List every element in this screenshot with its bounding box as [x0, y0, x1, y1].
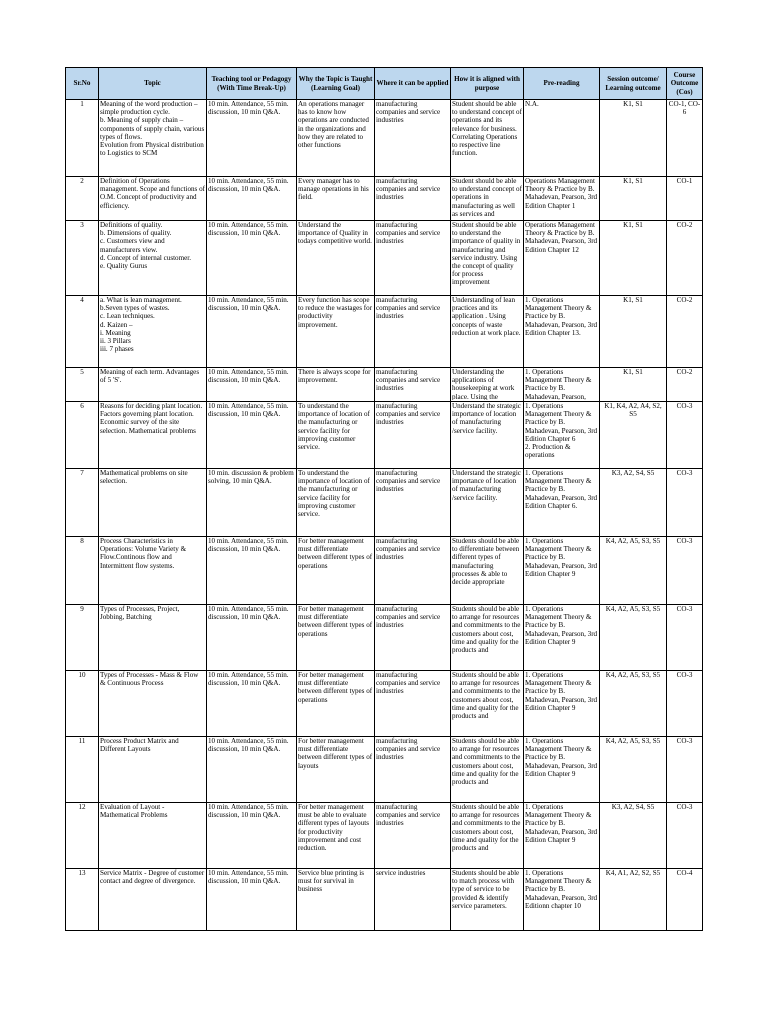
- alignment-cell: [451, 737, 524, 803]
- teaching-tool-cell-text: 10 min. Attendance, 55 min. discussion, 10 min Q&A.: [208, 368, 289, 385]
- sr-no-cell: [66, 869, 99, 931]
- pre-reading-cell: [524, 605, 600, 671]
- application-cell: [375, 177, 451, 221]
- course-outcome-cell: [667, 605, 703, 671]
- alignment-cell: [451, 177, 524, 221]
- teaching-tool-cell: [207, 469, 297, 537]
- course-outcome-cell: [667, 296, 703, 368]
- pre-reading-cell: [524, 368, 600, 402]
- teaching-tool-cell: [207, 737, 297, 803]
- teaching-tool-cell-text: 10 min. Attendance, 55 min. discussion, 10 min Q&A.: [208, 671, 289, 688]
- session-outcome-cell-text: K1, S1: [623, 368, 643, 376]
- course-outcome-cell-text: CO-3: [676, 737, 693, 745]
- application-cell: [375, 221, 451, 296]
- learning-goal-cell-text: For better management must differentiate between different types of operations: [298, 605, 373, 638]
- sr-no-cell-text: 2: [80, 177, 84, 185]
- learning-goal-cell: [297, 402, 375, 469]
- learning-goal-cell: [297, 368, 375, 402]
- sr-no-cell-text: 3: [80, 221, 84, 229]
- topic-cell-text: Service Matrix - Degree of customer contact and degree of divergence.: [100, 869, 205, 886]
- alignment-cell: [451, 803, 524, 869]
- alignment-cell-text: Student should be able to understand concept of operations in manufacturing as well as services and: [452, 177, 522, 218]
- session-outcome-cell-text: K4, A2, A5, S3, S5: [605, 671, 661, 679]
- sr-no-cell-text: 6: [80, 402, 84, 410]
- header-how-aligned: How it is aligned with purpose: [451, 68, 524, 100]
- topic-cell: [99, 737, 207, 803]
- pre-reading-cell-text: 1. Operations Management Theory & Practice by B. Mahadevan, Pearson, 3rd Edition Chapter 9: [525, 537, 598, 578]
- teaching-tool-cell: [207, 402, 297, 469]
- sr-no-cell: [66, 605, 99, 671]
- topic-cell: [99, 605, 207, 671]
- course-outcome-cell-text: CO-3: [676, 402, 693, 410]
- application-cell: [375, 100, 451, 177]
- course-outcome-cell-text: CO-1, CO- 6: [668, 100, 701, 117]
- sr-no-cell: [66, 469, 99, 537]
- alignment-cell: [451, 469, 524, 537]
- alignment-cell: [451, 671, 524, 737]
- topic-cell-text: Process Characteristics in Operations: Volume Variety & Flow.Continous flow and Intermittent flow systems.: [100, 537, 187, 570]
- session-outcome-cell-text: K3, A2, S4, S5: [611, 469, 655, 477]
- table-row: [66, 537, 703, 605]
- teaching-tool-cell-text: 10 min. Attendance, 55 min. discussion, 10 min Q&A.: [208, 803, 289, 820]
- application-cell-text: manufacturing companies and service industries: [376, 296, 441, 321]
- session-outcome-cell: [600, 402, 667, 469]
- session-outcome-cell: [600, 869, 667, 931]
- learning-goal-cell-text: For better management must be able to evaluate different types of layouts for productivity improvement and cost reduction.: [298, 803, 369, 853]
- pre-reading-cell-text: 1. Operations Management Theory & Practice by B. Mahadevan, Pearson, 3rd Edition Chapter 9: [525, 803, 598, 844]
- teaching-tool-cell-text: 10 min. Attendance, 55 min. discussion, 10 min Q&A.: [208, 402, 289, 419]
- table-row: [66, 177, 703, 221]
- alignment-cell: [451, 368, 524, 402]
- application-cell: [375, 869, 451, 931]
- alignment-cell-text: Students should be able to match process with type of service to be provided & identify service parameters.: [452, 869, 520, 910]
- session-outcome-cell: [600, 737, 667, 803]
- application-cell: [375, 605, 451, 671]
- sr-no-cell: [66, 402, 99, 469]
- sr-no-cell-text: 8: [80, 537, 84, 545]
- topic-cell-text: Meaning of each term. Advantages of 5 'S'.: [100, 368, 200, 385]
- teaching-tool-cell: [207, 605, 297, 671]
- application-cell-text: manufacturing companies and service industries: [376, 671, 441, 696]
- application-cell-text: manufacturing companies and service industries: [376, 469, 441, 494]
- course-outcome-cell-text: CO-2: [676, 368, 693, 376]
- teaching-tool-cell: [207, 368, 297, 402]
- session-outcome-cell: [600, 221, 667, 296]
- teaching-tool-cell: [207, 296, 297, 368]
- session-outcome-cell-text: K4, A2, A5, S3, S5: [605, 737, 661, 745]
- header-teaching-tool: Teaching tool or Pedagogy (With Time Break-Up): [207, 68, 297, 100]
- learning-goal-cell-text: For better management must differentiate between different types of layouts: [298, 737, 373, 770]
- alignment-cell-text: Understanding the applications of housekeeping at work place. Using the: [452, 368, 515, 400]
- pre-reading-cell: [524, 221, 600, 296]
- table-row: [66, 869, 703, 931]
- session-outcome-cell-text: K1, S1: [623, 221, 643, 229]
- course-outcome-cell-text: CO-3: [676, 537, 693, 545]
- pre-reading-cell: [524, 402, 600, 469]
- learning-goal-cell-text: For better management must differentiate between different types of operations: [298, 537, 373, 570]
- session-outcome-cell-text: K1, S1: [623, 296, 643, 304]
- teaching-tool-cell-text: 10 min. Attendance, 55 min. discussion, 10 min Q&A.: [208, 605, 289, 622]
- table-row: [66, 737, 703, 803]
- sr-no-cell: [66, 537, 99, 605]
- topic-cell-text: Types of Processes, Project, Jobbing, Batching: [100, 605, 180, 622]
- pre-reading-cell-text: N.A.: [525, 100, 539, 108]
- sr-no-cell: [66, 671, 99, 737]
- sr-no-cell-text: 4: [80, 296, 84, 304]
- topic-cell: [99, 671, 207, 737]
- application-cell-text: service industries: [376, 869, 426, 877]
- course-outcome-cell: [667, 737, 703, 803]
- pre-reading-cell-text: Operations Management Theory & Practice by B. Mahadevan, Pearson, 3rd Edition Chapter 12: [525, 221, 598, 254]
- sr-no-cell: [66, 368, 99, 402]
- course-outcome-cell: [667, 537, 703, 605]
- table-row: [66, 402, 703, 469]
- course-outcome-cell: [667, 221, 703, 296]
- course-outcome-cell-text: CO-2: [676, 221, 693, 229]
- application-cell-text: manufacturing companies and service industries: [376, 737, 441, 762]
- learning-goal-cell-text: To understand the importance of location of the manufacturing or service facility for improving customer service.: [298, 402, 370, 452]
- learning-goal-cell-text: For better management must differentiate between different types of operations: [298, 671, 373, 704]
- course-outcome-cell: [667, 869, 703, 931]
- alignment-cell: [451, 221, 524, 296]
- application-cell-text: manufacturing companies and service industries: [376, 803, 441, 828]
- application-cell-text: manufacturing companies and service industries: [376, 605, 441, 630]
- pre-reading-cell-text: 1. Operations Management Theory & Practice by B. Mahadevan, Pearson, 3rd Edition Chapter 6 2. Production & operations: [525, 402, 598, 460]
- learning-goal-cell: [297, 869, 375, 931]
- pre-reading-cell-text: 1. Operations Management Theory & Practice by B. Mahadevan, Pearson,: [525, 368, 592, 400]
- sr-no-cell: [66, 177, 99, 221]
- topic-cell: [99, 100, 207, 177]
- topic-cell-text: Definition of Operations management. Scope and functions of O.M. Concept of productivity and efficiency.: [100, 177, 205, 210]
- pre-reading-cell-text: 1. Operations Management Theory & Practice by B. Mahadevan, Pearson, 3rd Edition Chapter 9: [525, 605, 598, 646]
- alignment-cell: [451, 402, 524, 469]
- sr-no-cell: [66, 296, 99, 368]
- application-cell: [375, 402, 451, 469]
- table-row: [66, 221, 703, 296]
- sr-no-cell-text: 11: [78, 737, 86, 745]
- header-topic: Topic: [99, 68, 207, 100]
- application-cell: [375, 803, 451, 869]
- topic-cell: [99, 803, 207, 869]
- topic-cell-text: Process Product Matrix and Different Layouts: [100, 737, 179, 754]
- teaching-tool-cell: [207, 221, 297, 296]
- topic-cell: [99, 368, 207, 402]
- application-cell-text: manufacturing companies and service industries: [376, 368, 441, 393]
- topic-cell: [99, 402, 207, 469]
- header-pre-reading: Pre-reading: [524, 68, 600, 100]
- alignment-cell: [451, 296, 524, 368]
- topic-cell: [99, 537, 207, 605]
- topic-cell: [99, 221, 207, 296]
- session-outcome-cell-text: K3, A2, S4, S5: [611, 803, 655, 811]
- application-cell-text: manufacturing companies and service industries: [376, 402, 441, 427]
- course-outcome-cell: [667, 402, 703, 469]
- session-outcome-cell-text: K4, A2, A5, S3, S5: [605, 537, 661, 545]
- application-cell: [375, 537, 451, 605]
- alignment-cell-text: Understanding of lean practices and its application . Using concepts of waste reduction at work place.: [452, 296, 521, 337]
- teaching-tool-cell-text: 10 min. Attendance, 55 min. discussion, 10 min Q&A.: [208, 221, 289, 238]
- pre-reading-cell: [524, 671, 600, 737]
- learning-goal-cell: [297, 605, 375, 671]
- header-sr-no: Sr.No: [66, 68, 99, 100]
- course-outcome-cell: [667, 469, 703, 537]
- application-cell-text: manufacturing companies and service industries: [376, 537, 441, 562]
- table-row: [66, 469, 703, 537]
- header-where-applied: Where it can be applied: [375, 68, 451, 100]
- session-outcome-cell: [600, 605, 667, 671]
- sr-no-cell-text: 13: [78, 869, 86, 877]
- topic-cell: [99, 296, 207, 368]
- alignment-cell-text: Students should be able to arrange for resources and commitments to the customers about cost, time and quality for the products and: [452, 671, 521, 721]
- alignment-cell-text: Student should be able to understand the importance of quality in manufacturing and service industry. Using the concept of quality for process improvement: [452, 221, 521, 287]
- teaching-tool-cell-text: 10 min. Attendance, 55 min. discussion, 10 min Q&A.: [208, 737, 289, 754]
- session-outcome-cell: [600, 368, 667, 402]
- alignment-cell-text: Students should be able to differentiate between different types of manufacturing processes & able to decide appropriate: [452, 537, 520, 587]
- pre-reading-cell: [524, 177, 600, 221]
- alignment-cell-text: Students should be able to arrange for resources and commitments to the customers about cost, time and quality for the products and: [452, 737, 521, 787]
- teaching-tool-cell-text: 10 min. Attendance, 55 min. discussion, 10 min Q&A.: [208, 869, 289, 886]
- teaching-tool-cell: [207, 177, 297, 221]
- alignment-cell-text: Student should be able to understand concept of operations and its relevance for business. Correlating Operations to respective line function.: [452, 100, 522, 158]
- application-cell-text: manufacturing companies and service industries: [376, 100, 441, 125]
- alignment-cell: [451, 605, 524, 671]
- learning-goal-cell: [297, 177, 375, 221]
- application-cell: [375, 296, 451, 368]
- application-cell-text: manufacturing companies and service industries: [376, 177, 441, 202]
- pre-reading-cell: [524, 803, 600, 869]
- session-outcome-cell: [600, 296, 667, 368]
- application-cell: [375, 368, 451, 402]
- pre-reading-cell-text: 1. Operations Management Theory & Practice by B. Mahadevan, Pearson, 3rd Edition Chapter 9: [525, 737, 598, 778]
- pre-reading-cell-text: 1. Operations Management Theory & Practice by B. Mahadevan, Pearson, 3rd Edition Chapter 9: [525, 671, 598, 712]
- pre-reading-cell: [524, 537, 600, 605]
- teaching-tool-cell: [207, 100, 297, 177]
- teaching-tool-cell-text: 10 min. Attendance, 55 min. discussion, 10 min Q&A.: [208, 100, 289, 117]
- sr-no-cell: [66, 737, 99, 803]
- learning-goal-cell: [297, 803, 375, 869]
- session-outcome-cell-text: K1, S1: [623, 177, 643, 185]
- alignment-cell-text: Understand the strategic importance of location of manufacturing /service facility.: [452, 402, 521, 435]
- course-outcome-cell: [667, 177, 703, 221]
- alignment-cell: [451, 537, 524, 605]
- alignment-cell: [451, 100, 524, 177]
- sr-no-cell-text: 12: [78, 803, 86, 811]
- table-row: [66, 605, 703, 671]
- topic-cell-text: a. What is lean management. b.Seven types of wastes. c. Lean techniques. d. Kaizen – i. Meaning ii. 3 Pillars iii. 7 phases: [100, 296, 182, 354]
- pre-reading-cell: [524, 737, 600, 803]
- teaching-tool-cell-text: 10 min. Attendance, 55 min. discussion, 10 min Q&A.: [208, 177, 289, 194]
- sr-no-cell-text: 7: [80, 469, 84, 477]
- pre-reading-cell: [524, 869, 600, 931]
- learning-goal-cell: [297, 537, 375, 605]
- course-outcome-cell: [667, 671, 703, 737]
- learning-goal-cell-text: Service blue printing is must for survival in business: [298, 869, 364, 894]
- application-cell: [375, 469, 451, 537]
- pre-reading-cell-text: 1. Operations Management Theory & Practice by B. Mahadevan, Pearson, 3rd Editionn chapter 10: [525, 869, 598, 910]
- sr-no-cell-text: 10: [78, 671, 86, 679]
- pre-reading-cell-text: 1. Operations Management Theory & Practice by B. Mahadevan, Pearson, 3rd Edition Chapter 13.: [525, 296, 598, 337]
- topic-cell-text: Types of Processes - Mass & Flow & Continuous Process: [100, 671, 199, 688]
- header-course-outcome: Course Outcome (Cos): [667, 68, 703, 100]
- topic-cell-text: Reasons for deciding plant location. Factors governing plant location. Economic survey of the site selection. Mathematical problems: [100, 402, 203, 435]
- course-outcome-cell-text: CO-3: [676, 469, 693, 477]
- application-cell: [375, 737, 451, 803]
- teaching-tool-cell-text: 10 min. Attendance, 55 min. discussion, 10 min Q&A.: [208, 296, 289, 313]
- session-outcome-cell: [600, 100, 667, 177]
- pre-reading-cell: [524, 100, 600, 177]
- topic-cell-text: Definitions of quality. b. Dimensions of quality. c. Customers view and manufacturers view. d. Concept of internal customer. e. Quality Gurus: [100, 221, 192, 271]
- topic-cell: [99, 869, 207, 931]
- pre-reading-cell: [524, 296, 600, 368]
- course-outcome-cell: [667, 100, 703, 177]
- sr-no-cell-text: 9: [80, 605, 84, 613]
- session-outcome-cell: [600, 803, 667, 869]
- sr-no-cell: [66, 803, 99, 869]
- alignment-cell-text: Students should be able to arrange for resources and commitments to the customers about cost, time and quality for the products and: [452, 605, 521, 655]
- application-cell-text: manufacturing companies and service industries: [376, 221, 441, 246]
- course-outcome-cell-text: CO-4: [676, 869, 693, 877]
- teaching-tool-cell-text: 10 min. Attendance, 55 min. discussion, 10 min Q&A.: [208, 537, 289, 554]
- sr-no-cell: [66, 221, 99, 296]
- topic-cell: [99, 177, 207, 221]
- learning-goal-cell-text: Understand the importance of Quality in todays competitive world.: [298, 221, 372, 246]
- course-outcome-cell: [667, 803, 703, 869]
- alignment-cell-text: Students should be able to arrange for resources and commitments to the customers about cost, time and quality for the products and: [452, 803, 521, 853]
- table-row: [66, 803, 703, 869]
- topic-cell-text: Evaluation of Layout - Mathematical Problems: [100, 803, 168, 820]
- header-row: [66, 68, 703, 100]
- teaching-tool-cell: [207, 869, 297, 931]
- pre-reading-cell-text: 1. Operations Management Theory & Practice by B. Mahadevan, Pearson, 3rd Edition Chapter 6.: [525, 469, 598, 510]
- topic-cell-text: Mathematical problems on site selection.: [100, 469, 188, 486]
- table-row: [66, 296, 703, 368]
- topic-cell: [99, 469, 207, 537]
- teaching-tool-cell: [207, 537, 297, 605]
- learning-goal-cell: [297, 737, 375, 803]
- session-outcome-cell: [600, 537, 667, 605]
- alignment-cell-text: Understand the strategic importance of location of manufacturing /service facility.: [452, 469, 521, 502]
- sr-no-cell-text: 1: [80, 100, 84, 108]
- teaching-tool-cell: [207, 671, 297, 737]
- course-outcome-cell: [667, 368, 703, 402]
- session-outcome-cell-text: K1, S1: [623, 100, 643, 108]
- sr-no-cell: [66, 100, 99, 177]
- pre-reading-cell: [524, 469, 600, 537]
- session-outcome-cell-text: K4, A2, A5, S3, S5: [605, 605, 661, 613]
- header-session-outcome: Session outcome/ Learning outcome: [600, 68, 667, 100]
- teaching-tool-cell: [207, 803, 297, 869]
- session-outcome-cell: [600, 177, 667, 221]
- table-row: [66, 100, 703, 177]
- learning-goal-cell-text: An operations manager has to know how operations are conducted in the organizations and how they are related to other functions: [298, 100, 369, 150]
- session-outcome-cell: [600, 671, 667, 737]
- table-row: [66, 368, 703, 402]
- application-cell: [375, 671, 451, 737]
- learning-goal-cell-text: To understand the importance of location of the manufacturing or service facility for improving customer service.: [298, 469, 370, 519]
- topic-cell-text: Meaning of the word production – simple production cycle. b. Meaning of supply chain – components of supply chain, various types of flows. Evolution from Physical distribution to Logistics to SCM: [100, 100, 205, 158]
- course-plan-table: [65, 67, 703, 931]
- course-outcome-cell-text: CO-2: [676, 296, 693, 304]
- session-outcome-cell-text: K1, K4, A2, A4, S2, S5: [604, 402, 662, 419]
- header-why-taught: Why the Topic is Taught (Learning Goal): [297, 68, 375, 100]
- learning-goal-cell: [297, 100, 375, 177]
- course-outcome-cell-text: CO-3: [676, 803, 693, 811]
- learning-goal-cell-text: There is always scope for improvement.: [298, 368, 371, 385]
- learning-goal-cell: [297, 296, 375, 368]
- alignment-cell: [451, 869, 524, 931]
- learning-goal-cell: [297, 469, 375, 537]
- learning-goal-cell: [297, 671, 375, 737]
- learning-goal-cell: [297, 221, 375, 296]
- course-outcome-cell-text: CO-3: [676, 671, 693, 679]
- table-row: [66, 671, 703, 737]
- course-outcome-cell-text: CO-1: [676, 177, 693, 185]
- pre-reading-cell-text: Operations Management Theory & Practice by B. Mahadevan, Pearson, 3rd Edition Chapter 1: [525, 177, 598, 210]
- session-outcome-cell: [600, 469, 667, 537]
- course-outcome-cell-text: CO-3: [676, 605, 693, 613]
- sr-no-cell-text: 5: [80, 368, 84, 376]
- session-outcome-cell-text: K4, A1, A2, S2, S5: [605, 869, 661, 877]
- learning-goal-cell-text: Every function has scope to reduce the wastages for productivity improvement.: [298, 296, 373, 329]
- learning-goal-cell-text: Every manager has to manage operations in his field.: [298, 177, 369, 202]
- teaching-tool-cell-text: 10 min. discussion & problem solving, 10 min Q&A.: [208, 469, 294, 486]
